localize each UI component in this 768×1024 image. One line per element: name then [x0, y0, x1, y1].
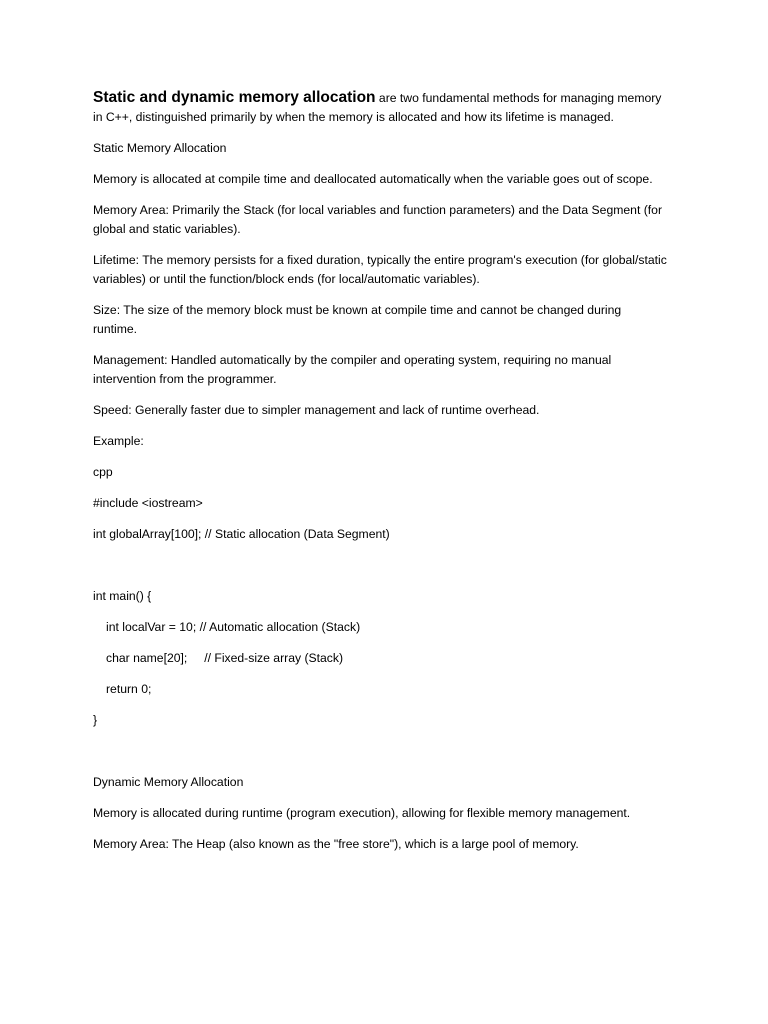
- dynamic-allocation-heading: Dynamic Memory Allocation: [93, 775, 244, 789]
- static-memory-area-paragraph: Memory Area: Primarily the Stack (for local variables and function parameters) and the Data Segment (for global and static variables).: [93, 203, 666, 236]
- code-blank-line-after: [93, 742, 668, 773]
- static-speed-paragraph: Speed: Generally faster due to simpler management and lack of runtime overhead.: [93, 403, 540, 417]
- static-lifetime-paragraph: Lifetime: The memory persists for a fixed duration, typically the entire program's execution (for global/static variables) or until the function/block ends (for local/automatic variables).: [93, 253, 671, 286]
- intro-paragraph: [93, 88, 668, 127]
- code-line-global-array: int globalArray[100]; // Static allocation (Data Segment): [93, 527, 390, 541]
- static-allocation-heading: Static Memory Allocation: [93, 141, 227, 155]
- intro-lead-text: Static and dynamic memory allocation: [93, 89, 376, 106]
- code-line-char-name: char name[20]; // Fixed-size array (Stack): [106, 651, 344, 665]
- code-line-local-var: int localVar = 10; // Automatic allocation (Stack): [106, 620, 361, 634]
- example-label: Example:: [93, 434, 144, 448]
- static-management-paragraph: Management: Handled automatically by the compiler and operating system, requiring no manual intervention from the programmer.: [93, 353, 615, 386]
- dynamic-memory-area-paragraph: Memory Area: The Heap (also known as the "free store"), which is a large pool of memory.: [93, 837, 579, 851]
- static-definition-paragraph: Memory is allocated at compile time and deallocated automatically when the variable goes out of scope.: [93, 172, 653, 186]
- code-line-main: int main() {: [93, 589, 152, 603]
- intro-rest-text: are two fundamental methods for managing memory in C++, distinguished primarily by when the memory is allocated and how its lifetime is managed.: [93, 91, 665, 124]
- code-line-include: #include <iostream>: [93, 496, 203, 510]
- code-language-label: cpp: [93, 465, 113, 479]
- document-body: [93, 88, 671, 866]
- code-line-closing-brace: }: [93, 713, 98, 727]
- code-line-return: return 0;: [106, 682, 152, 696]
- code-blank-line: [93, 556, 668, 587]
- dynamic-definition-paragraph: Memory is allocated during runtime (program execution), allowing for flexible memory management.: [93, 806, 631, 820]
- static-size-paragraph: Size: The size of the memory block must be known at compile time and cannot be changed during runtime.: [93, 303, 625, 336]
